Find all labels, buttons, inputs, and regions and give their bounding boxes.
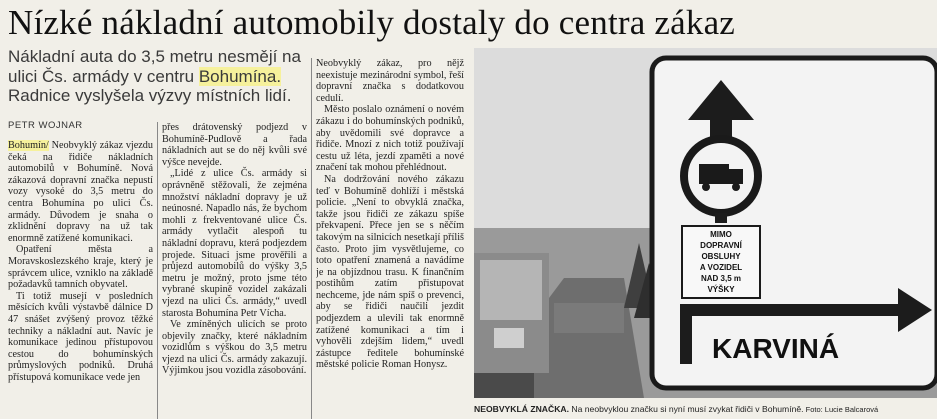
lede xyxy=(8,47,308,106)
column-divider xyxy=(311,58,312,419)
paragraph: přes drátovenský podjezd v Bohumíně-Pudlově a řada nákladních aut se do něj kvůli své výšce nevejde. xyxy=(162,122,307,168)
news-photo xyxy=(474,48,937,398)
caption-lead: NEOBVYKLÁ ZNAČKA. xyxy=(474,404,570,414)
lede-highlight: Bohumína. xyxy=(198,66,282,86)
paragraph: „Lidé z ulice Čs. armády si oprávněně stěžovali, že zejména množství nákladní dopravy je už neúnosné. Napadlo nás, že bychom mohli z frekventované ulice Čs. armády vytlačit alespoň tu nákladní dopravu, která podjezdem projede. Situaci jsme prověřili a průjezd automobilů do výšky 3,5 metru je možný, proto jsme této vybrané skupině vozidel zakázali vjezd na ulici Čs. armády,“ uvedl starosta Bohumína Petr Vícha. xyxy=(162,168,307,319)
lede-text-2: Radnice vyslyšela výzvy místních lidí. xyxy=(8,86,292,105)
article-column-2 xyxy=(162,122,307,419)
paragraph-text: Neobvyklý zákaz vjezdu čeká na řidiče nákladních automobilů v Bohumíně. Nová zákazová dopravní značka nepustí vozy vysoké do 3,5 metru do centra Bohumína po ulici Čs. armády. Důvodem je snaha o zklidnění dopravy na už tak enormně zatížené komunikaci. xyxy=(8,140,153,244)
photo-illustration xyxy=(474,48,937,398)
sign-plate-line: MIMO xyxy=(710,230,732,239)
column-divider xyxy=(157,122,158,419)
paragraph xyxy=(8,140,153,244)
sign-destination: KARVINÁ xyxy=(712,333,840,364)
photo-caption xyxy=(474,404,937,414)
paragraph: Na dodržování nového zákazu teď v Bohumíně dohlíží i městská policie. „Není to obvyklá značka, takže jsou řidiči ze zákazu spíše překvapení. Přece jen se s něčím takovým na silnicích nesetkají příliš často. Proto jim vysvětlujeme, co toto opatření znamená a navádíme je na objízdnou trasu. K finančním postihům zatím přistupovat nechceme, jde nám spíš o prevenci, aby se řidiči naučili jezdit podjezdem a ulevili tak enormně zatížené komunikaci a tím i vyhověli zdejším lidem,“ uvedl zástupce ředitele bohumínské městské policie Roman Honysz. xyxy=(316,173,464,371)
lede-text-1: Nákladní auta do 3,5 metru nesmějí na ulici Čs. armády v centru xyxy=(8,47,301,86)
paragraph: Neobvyklý zákaz, pro nějž neexistuje mezinárodní symbol, řeší dopravní značka s dodatkovou cedulí. xyxy=(316,58,464,104)
sign-plate-line: DOPRAVNÍ xyxy=(700,241,742,250)
headline: Nízké nákladní automobily dostaly do centra zákaz xyxy=(8,3,736,42)
paragraph: Město poslalo oznámení o novém zákazu i do bohumínských podniků, aby uvědomili své dopravce a řidiče. Mnozí z nich totiž používají cestu už léta, jezdí zpaměti a nové značení tak mohou přehlédnout. xyxy=(316,104,464,174)
paragraph: Ve zmíněných ulicích se proto objevily značky, které nákladním vozidlům s výškou do 3,5 metru vjezd na ulici Čs. armády zakazují. Výjimkou jsou vozidla zásobování. xyxy=(162,319,307,377)
paragraph: Ti totiž musejí v posledních měsících kvůli výstavbě dálnice D 47 snášet zvýšený provoz těžké techniky a nákladní aut. Navíc je komunikace jedinou přístupovou cestou do bohumínských průmyslových podniků. Druhá přístupová komunikace vede jen xyxy=(8,290,153,383)
photo-credit: Foto: Lucie Balcarová xyxy=(803,405,879,414)
article-column-1 xyxy=(8,140,153,419)
sign-plate-line: OBSLUHY xyxy=(701,252,741,261)
sign-plate-line: A VOZIDEL xyxy=(699,263,743,272)
dateline: Bohumín/ xyxy=(8,140,49,151)
sign-plate-line: NAD 3,5 m xyxy=(700,274,742,283)
article-column-3 xyxy=(316,58,464,419)
byline: PETR WOJNAR xyxy=(8,120,83,131)
sign-plate-line: VÝŠKY xyxy=(707,285,735,294)
caption-text: Na neobvyklou značku si nyní musí zvykat řidiči v Bohumíně. xyxy=(569,404,804,414)
paragraph: Opatření města a Moravskoslezského kraje, který je správcem ulice, vzniklo na základě požadavků tamních obyvatel. xyxy=(8,244,153,291)
